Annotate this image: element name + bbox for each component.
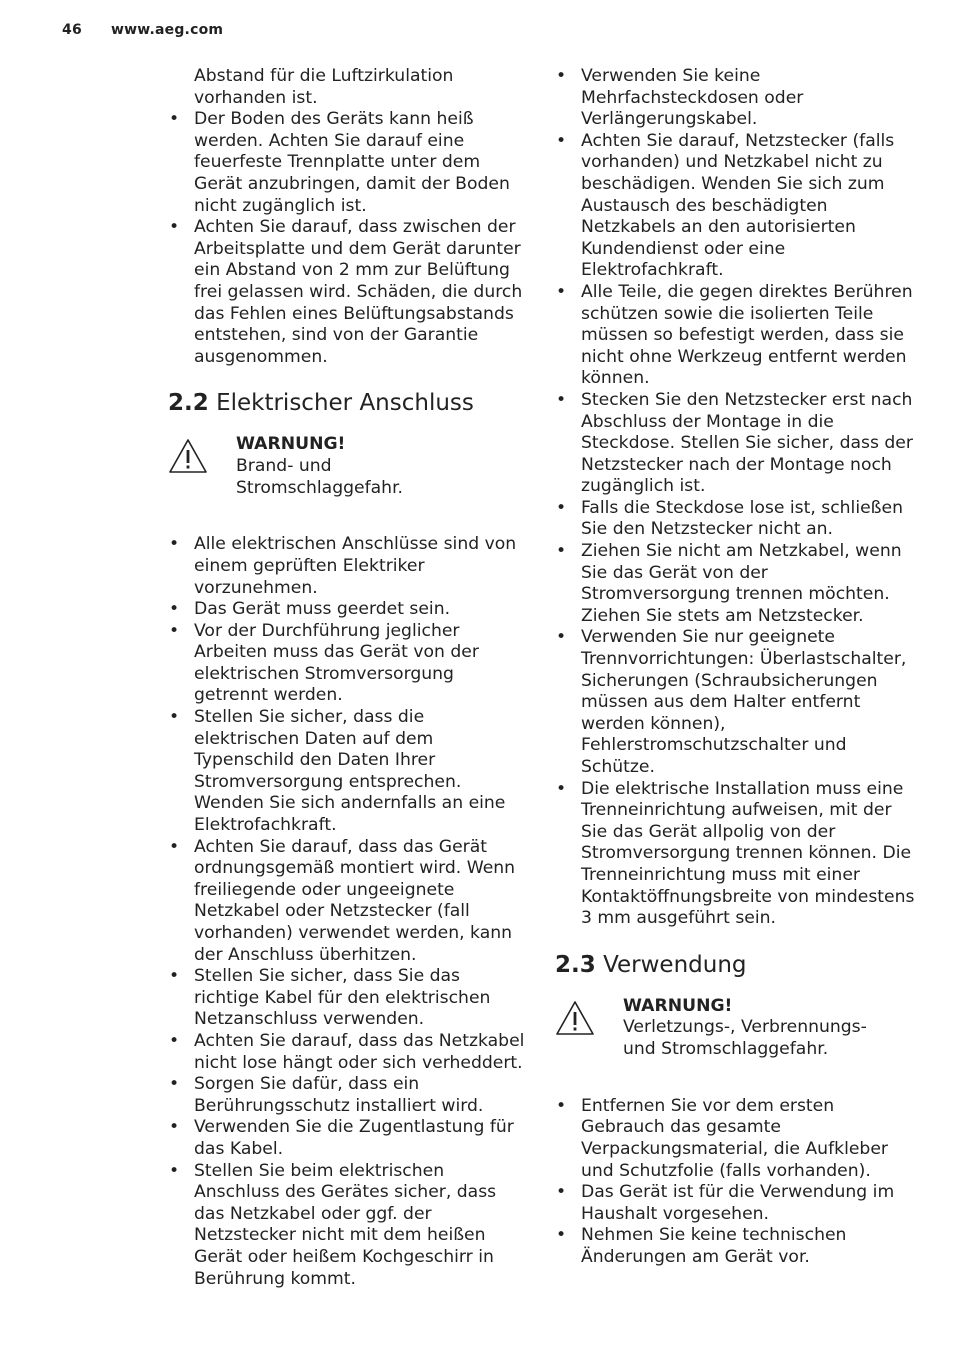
page-header <box>62 22 223 38</box>
list-item: • Nehmen Sie keine technischen Änderungen am Gerät vor. <box>555 1225 915 1268</box>
list-item: • Das Gerät muss geerdet sein. <box>168 599 528 621</box>
list-item: • Stellen Sie beim elektrischen Anschluss des Gerätes sicher, dass das Netzkabel oder ggf. der Netzstecker nicht mit dem heißen Gerät oder heißem Kochgeschirr in Berührung kommt. <box>168 1161 528 1291</box>
list-item: • Achten Sie darauf, dass das Netzkabel nicht lose hängt oder sich verheddert. <box>168 1031 528 1074</box>
warning-box <box>168 434 528 514</box>
section-heading <box>555 950 915 980</box>
bullet-list <box>168 109 528 368</box>
warning-content <box>236 434 426 499</box>
warning-content <box>623 996 893 1061</box>
list-item: • Der Boden des Geräts kann heiß werden. Achten Sie darauf eine feuerfeste Trennplatte unter dem Gerät anzubringen, damit der Boden nicht zugänglich ist. <box>168 109 528 217</box>
list-item: • Verwenden Sie die Zugentlastung für das Kabel. <box>168 1117 528 1160</box>
list-item: • Entfernen Sie vor dem ersten Gebrauch das gesamte Verpackungsmaterial, die Aufkleber und Schutzfolie (falls vorhanden). <box>555 1096 915 1182</box>
section-title: Verwendung <box>603 951 747 978</box>
bullet-list <box>555 66 915 930</box>
right-column <box>555 66 915 1269</box>
section-heading <box>168 388 528 418</box>
warning-triangle-icon <box>555 1000 595 1036</box>
list-item: • Verwenden Sie keine Mehrfachsteckdosen oder Verlängerungskabel. <box>555 66 915 131</box>
list-item: • Verwenden Sie nur geeignete Trennvorrichtungen: Überlastschalter, Sicherungen (Schraubsicherungen müssen aus dem Halter entfernt werden können), Fehlerstromschutzschalter und Schütze. <box>555 627 915 778</box>
list-item: • Das Gerät ist für die Verwendung im Haushalt vorgesehen. <box>555 1182 915 1225</box>
warning-text: Brand- und Stromschlaggefahr. <box>236 455 404 498</box>
list-item: • Stecken Sie den Netzstecker erst nach Abschluss der Montage in die Steckdose. Stellen Sie sicher, dass der Netzstecker nach der Montage noch zugänglich ist. <box>555 390 915 498</box>
website-url: www.aeg.com <box>110 22 224 38</box>
warning-box <box>555 996 915 1076</box>
section-number: 2.3 <box>555 951 596 978</box>
warning-title: WARNUNG! <box>623 995 733 1016</box>
bullet-list <box>168 534 528 1290</box>
list-item: • Achten Sie darauf, Netzstecker (falls vorhanden) und Netzkabel nicht zu beschädigen. Wenden Sie sich zum Austausch des beschädigten Netzkabels an den autorisierten Kundendienst oder eine Elektrofachkraft. <box>555 131 915 282</box>
list-item: • Falls die Steckdose lose ist, schließen Sie den Netzstecker nicht an. <box>555 498 915 541</box>
list-item: • Stellen Sie sicher, dass Sie das richtige Kabel für den elektrischen Netzanschluss verwenden. <box>168 966 528 1031</box>
list-item: • Alle Teile, die gegen direktes Berühren schützen sowie die isolierten Teile müssen so befestigt werden, dass sie nicht ohne Werkzeug entfernt werden können. <box>555 282 915 390</box>
list-item: • Die elektrische Installation muss eine Trenneinrichtung aufweisen, mit der Sie das Gerät allpolig von der Stromversorgung trennen können. Die Trenneinrichtung muss mit einer Kontaktöffnungsbreite von mindestens 3 mm ausgeführt sein. <box>555 779 915 930</box>
warning-title: WARNUNG! <box>236 434 346 455</box>
list-item: • Sorgen Sie dafür, dass ein Berührungsschutz installiert wird. <box>168 1074 528 1117</box>
continued-text: Abstand für die Luftzirkulation vorhanden ist. <box>194 66 454 108</box>
warning-text: Verletzungs-, Verbrennungs- und Stromschlaggefahr. <box>623 1017 867 1059</box>
left-column <box>168 66 528 1290</box>
page-number: 46 <box>62 22 82 38</box>
list-item: • Stellen Sie sicher, dass die elektrischen Daten auf dem Typenschild den Daten Ihrer Stromversorgung entsprechen. Wenden Sie sich andernfalls an eine Elektrofachkraft. <box>168 707 528 837</box>
list-item: • Achten Sie darauf, dass zwischen der Arbeitsplatte und dem Gerät darunter ein Abstand von 2 mm zur Belüftung frei gelassen wird. Schäden, die durch das Fehlen eines Belüftungsabstands entstehen, sind von der Garantie ausgenommen. <box>168 217 528 368</box>
warning-triangle-icon <box>168 438 208 474</box>
list-item: • Achten Sie darauf, dass das Gerät ordnungsgemäß montiert wird. Wenn freiliegende oder ungeeignete Netzkabel oder Netzstecker (fall vorhanden) verwendet werden, kann der Anschluss überhitzen. <box>168 837 528 967</box>
section-number: 2.2 <box>168 390 209 417</box>
list-item: • Ziehen Sie nicht am Netzkabel, wenn Sie das Gerät von der Stromversorgung trennen möchten. Ziehen Sie stets am Netzstecker. <box>555 541 915 627</box>
list-item: • Vor der Durchführung jeglicher Arbeiten muss das Gerät von der elektrischen Stromversorgung getrennt werden. <box>168 621 528 707</box>
list-item: • Alle elektrischen Anschlüsse sind von einem geprüften Elektriker vorzunehmen. <box>168 534 528 599</box>
bullet-list <box>555 1096 915 1269</box>
section-title: Elektrischer Anschluss <box>216 390 474 417</box>
